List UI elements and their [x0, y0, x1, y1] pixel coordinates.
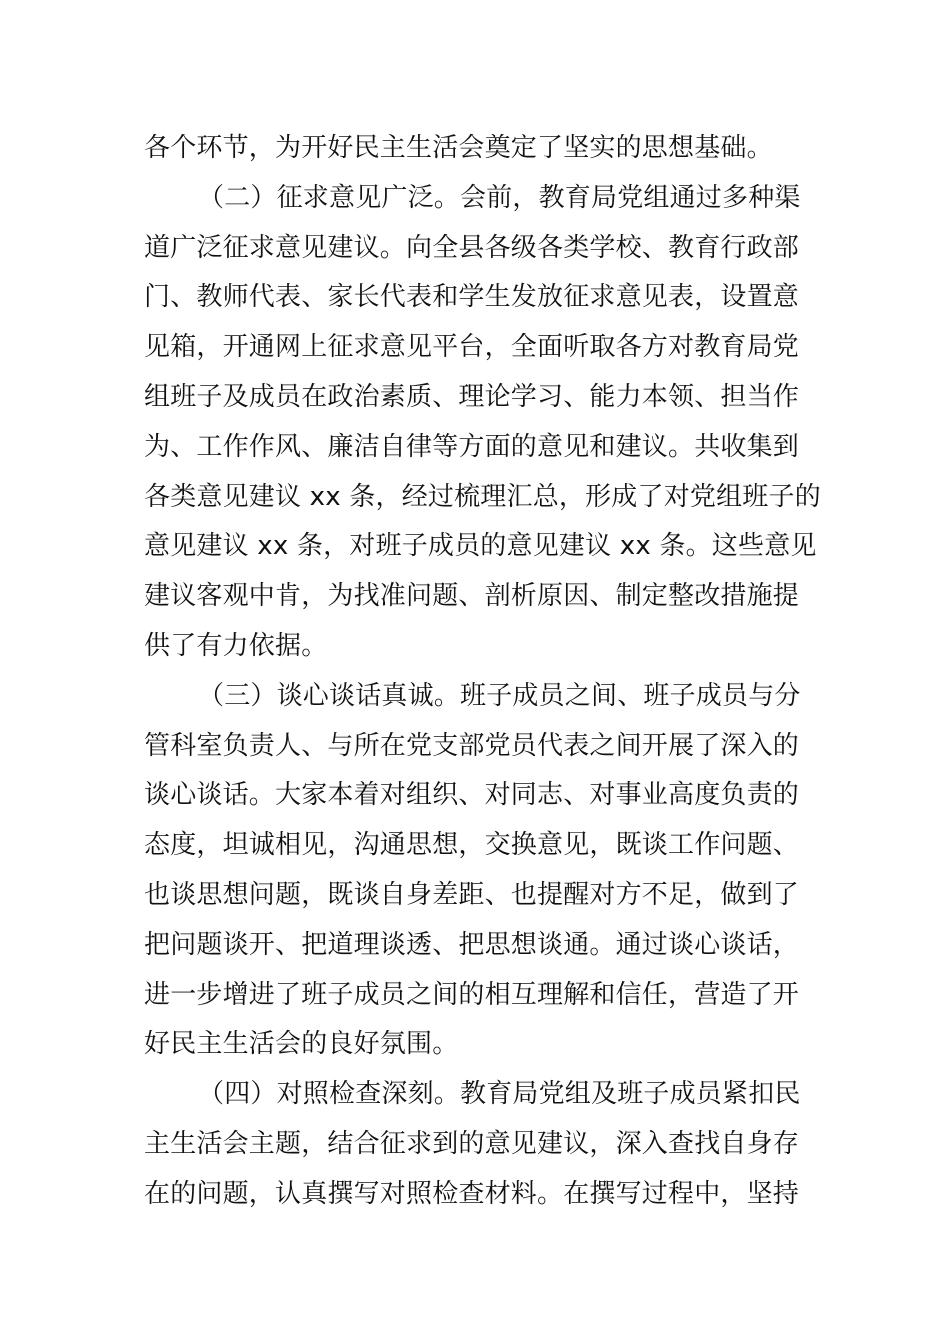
text-line: 供了有力依据。: [144, 630, 328, 661]
text-line: 谈心谈话。大家本着对组织、对同志、对事业高度负责的: [144, 780, 800, 811]
paragraph-start-line: （二）征求意见广泛。会前，教育局党组通过多种渠: [198, 182, 801, 213]
paragraph-start-line: （四）对照检查深刻。教育局党组及班子成员紧扣民: [198, 1079, 801, 1110]
text-line: 也谈思想问题，既谈自身差距、也提醒对方不足，做到了: [144, 879, 800, 910]
text-line: 门、教师代表、家长代表和学生发放征求意见表，设置意: [144, 282, 800, 313]
text-line: 各类意见建议 xx 条，经过梳理汇总，形成了对党组班子的: [144, 481, 821, 512]
text-line: 管科室负责人、与所在党支部党员代表之间开展了深入的: [144, 730, 800, 761]
text-line: 进一步增进了班子成员之间的相互理解和信任，营造了开: [144, 979, 800, 1010]
text-line: 把问题谈开、把道理谈透、把思想谈通。通过谈心谈话，: [144, 929, 800, 960]
text-line: 为、工作作风、廉洁自律等方面的意见和建议。共收集到: [144, 431, 800, 462]
text-line: 建议客观中肯，为找准问题、剖析原因、制定整改措施提: [144, 581, 800, 612]
body-text: [144, 124, 821, 1220]
text-line: 道广泛征求意见建议。向全县各级各类学校、教育行政部: [144, 232, 800, 263]
paragraph-start-line: （三）谈心谈话真诚。班子成员之间、班子成员与分: [198, 680, 801, 711]
text-line: 在的问题，认真撰写对照检查材料。在撰写过程中，坚持: [144, 1178, 800, 1209]
text-line: 态度，坦诚相见，沟通思想，交换意见，既谈工作问题、: [144, 830, 800, 861]
text-line: 组班子及成员在政治素质、理论学习、能力本领、担当作: [144, 381, 800, 412]
text-line: 好民主生活会的良好氛围。: [144, 1029, 459, 1060]
text-line: 见箱，开通网上征求意见平台，全面听取各方对教育局党: [144, 332, 800, 363]
text-line: 各个环节，为开好民主生活会奠定了坚实的思想基础。: [144, 133, 773, 163]
text-line: 主生活会主题，结合征求到的意见建议，深入查找自身存: [144, 1128, 800, 1159]
text-line: 意见建议 xx 条，对班子成员的意见建议 xx 条。这些意见: [144, 531, 817, 562]
